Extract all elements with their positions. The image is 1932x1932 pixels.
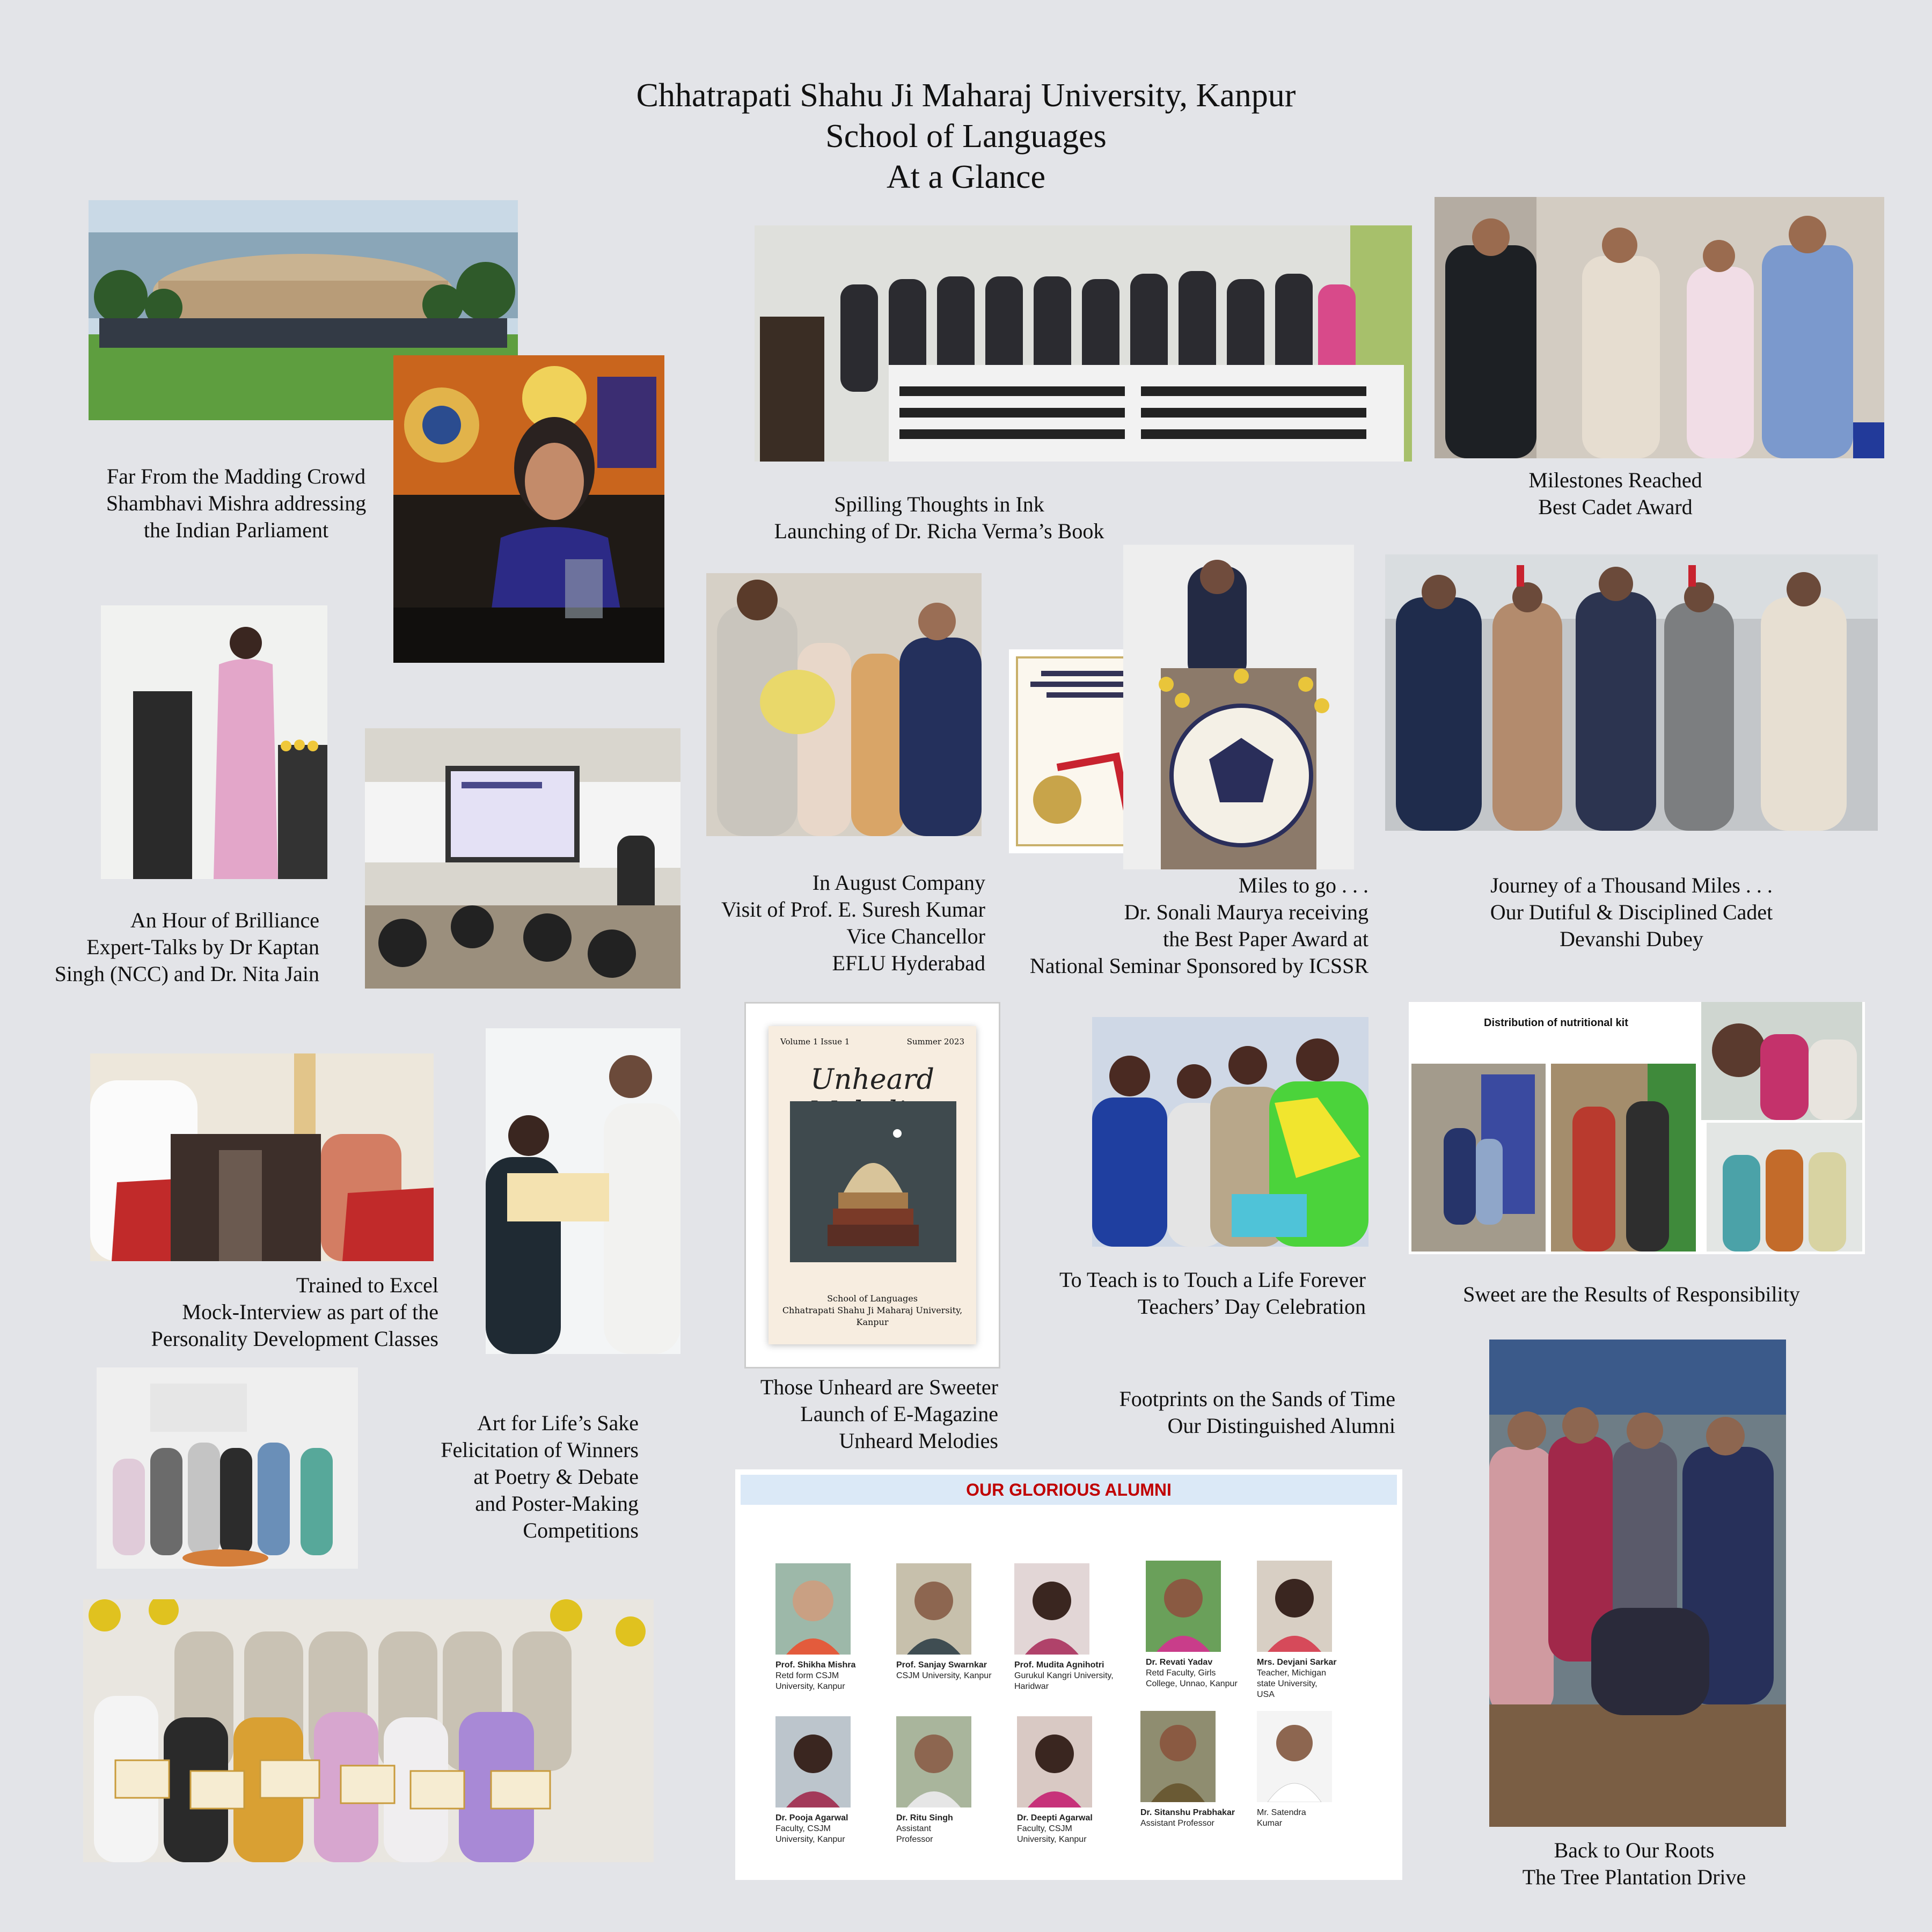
caption-line: Milestones Reached <box>1528 468 1702 492</box>
caption-line: the Indian Parliament <box>143 518 329 542</box>
alumni-card <box>1257 1711 1364 1829</box>
alumni-board <box>735 1469 1402 1880</box>
caption-line: Launching of Dr. Richa Verma’s Book <box>774 519 1104 543</box>
caption-line: Far From the Madding Crowd <box>106 464 366 488</box>
magazine-title: Unheard <box>810 1064 934 1096</box>
caption-line: EFLU Hyderabad <box>832 951 985 975</box>
photo-ncc-cadets <box>1385 554 1878 831</box>
photo-competition-winners <box>83 1599 654 1862</box>
alumni-name: Dr. Sitanshu Prabhakar <box>1140 1808 1235 1817</box>
alumni-card <box>1014 1563 1138 1692</box>
alumni-portrait <box>896 1716 971 1807</box>
caption-line: An Hour of Brilliance <box>130 908 319 932</box>
caption-line: In August Company <box>812 870 985 895</box>
title-line-subtitle: At a Glance <box>886 159 1046 195</box>
photo-teachers-day <box>1092 1017 1368 1247</box>
alumni-portrait <box>1140 1711 1216 1802</box>
caption-best-paper <box>1009 872 1368 979</box>
caption-line: Those Unheard are Sweeter <box>760 1375 998 1399</box>
magazine-volume: Volume 1 Issue 1 <box>780 1037 850 1046</box>
caption-line: Art for Life’s Sake <box>477 1411 639 1435</box>
magazine-university: Chhatrapati Shahu Ji Maharaj University, Kanpur <box>782 1305 963 1327</box>
alumni-desc: Assistant Professor <box>1140 1819 1214 1828</box>
caption-line: and Poster-Making <box>475 1491 639 1516</box>
caption-alumni <box>1063 1386 1395 1439</box>
caption-line: Spilling Thoughts in Ink <box>834 492 1044 516</box>
photo-tree-plantation <box>1489 1340 1786 1827</box>
photo-award-podium <box>1123 545 1354 869</box>
caption-book-launch <box>757 491 1122 545</box>
photo-felicitation <box>97 1367 358 1569</box>
alumni-card <box>775 1563 883 1692</box>
alumni-name: Dr. Deepti Agarwal <box>1017 1813 1093 1823</box>
photo-mock-interview <box>90 1053 434 1261</box>
alumni-card <box>896 1563 1009 1681</box>
alumni-portrait <box>1257 1711 1332 1802</box>
magazine-footer <box>769 1293 976 1328</box>
caption-line: Teachers’ Day Celebration <box>1137 1294 1366 1319</box>
caption-mock-interview <box>113 1272 438 1352</box>
caption-line: Our Distinguished Alumni <box>1167 1414 1395 1438</box>
alumni-desc: Assistant <box>896 1824 931 1833</box>
photo-book-launch <box>755 225 1412 462</box>
alumni-name: Mrs. Devjani Sarkar <box>1257 1658 1337 1667</box>
magazine-school: School of Languages <box>827 1293 918 1304</box>
alumni-name: Dr. Pooja Agarwal <box>775 1813 848 1823</box>
caption-teachers-day <box>1030 1267 1366 1320</box>
alumni-desc: Faculty, CSJM <box>775 1824 831 1833</box>
photo-speaker-mic <box>393 355 664 663</box>
alumni-card <box>1017 1716 1135 1845</box>
caption-line: Singh (NCC) and Dr. Nita Jain <box>54 962 319 986</box>
caption-line: Shambhavi Mishra addressing <box>106 491 367 515</box>
photo-nutrition-1 <box>1411 1064 1546 1252</box>
alumni-card <box>775 1716 888 1845</box>
photo-certificate-handover <box>486 1028 680 1354</box>
caption-line: Unheard Melodies <box>839 1429 998 1453</box>
alumni-portrait <box>1017 1716 1092 1807</box>
alumni-name: Mr. Satendra <box>1257 1808 1306 1817</box>
alumni-desc: Kumar <box>1257 1819 1283 1828</box>
alumni-heading: OUR GLORIOUS ALUMNI <box>741 1475 1397 1505</box>
photo-best-cadet <box>1435 197 1884 458</box>
caption-parliament <box>86 463 386 544</box>
caption-line: Mock-Interview as part of the <box>182 1300 438 1324</box>
alumni-portrait <box>775 1563 851 1655</box>
alumni-desc: University, Kanpur <box>1017 1835 1087 1844</box>
caption-line: To Teach is to Touch a Life Forever <box>1059 1268 1366 1292</box>
photo-vc-visit <box>706 573 982 836</box>
caption-line: Journey of a Thousand Miles . . . <box>1490 873 1773 897</box>
title-line-school: School of Languages <box>825 118 1107 155</box>
title-line-university: Chhatrapati Shahu Ji Maharaj University, Kanpur <box>636 77 1296 114</box>
alumni-desc: University, Kanpur <box>775 1682 845 1691</box>
alumni-desc: Faculty, CSJM <box>1017 1824 1072 1833</box>
caption-line: Devanshi Dubey <box>1560 927 1703 951</box>
alumni-card <box>896 1716 1009 1845</box>
magazine-meta <box>780 1037 964 1046</box>
magazine-season: Summer 2023 <box>906 1037 964 1046</box>
caption-line: Footprints on the Sands of Time <box>1119 1387 1395 1411</box>
caption-emagazine <box>735 1374 998 1454</box>
caption-tree-plantation <box>1481 1837 1787 1891</box>
caption-line: the Best Paper Award at <box>1163 927 1368 951</box>
caption-line: Trained to Excel <box>296 1273 438 1297</box>
photo-nutrition-4 <box>1707 1123 1862 1252</box>
alumni-portrait <box>1014 1563 1089 1655</box>
alumni-portrait <box>775 1716 851 1807</box>
alumni-name: Prof. Sanjay Swarnkar <box>896 1660 987 1670</box>
alumni-portrait <box>1257 1561 1332 1652</box>
alumni-name: Prof. Mudita Agnihotri <box>1014 1660 1104 1670</box>
caption-nutrition <box>1428 1281 1835 1308</box>
caption-vc-visit <box>692 869 985 977</box>
caption-line: at Poetry & Debate <box>473 1465 639 1489</box>
photo-nutrition-3 <box>1701 1002 1862 1120</box>
caption-brilliance <box>32 907 319 987</box>
caption-line: Best Cadet Award <box>1538 495 1693 519</box>
alumni-desc: CSJM University, Kanpur <box>896 1671 992 1680</box>
alumni-desc: Retd Faculty, Girls <box>1146 1668 1216 1678</box>
alumni-desc: Gurukul Kangri University, <box>1014 1671 1114 1680</box>
alumni-portrait <box>1146 1561 1221 1652</box>
alumni-name: Dr. Revati Yadav <box>1146 1658 1213 1667</box>
caption-best-cadet <box>1438 467 1792 521</box>
caption-line: Miles to go . . . <box>1238 873 1368 897</box>
alumni-desc: Haridwar <box>1014 1682 1049 1691</box>
alumni-desc: Teacher, Michigan <box>1257 1668 1326 1678</box>
alumni-card <box>1140 1711 1264 1829</box>
magazine-cover-art <box>790 1101 956 1262</box>
alumni-name: Prof. Shikha Mishra <box>775 1660 856 1670</box>
nutrition-title: Distribution of nutritional kit <box>1484 1017 1628 1029</box>
caption-line: Visit of Prof. E. Suresh Kumar <box>721 897 985 921</box>
nutrition-collage <box>1409 1002 1865 1254</box>
caption-line: Personality Development Classes <box>151 1327 438 1351</box>
alumni-desc: Retd form CSJM <box>775 1671 839 1680</box>
caption-cadet-journey <box>1444 872 1819 953</box>
caption-line: Back to Our Roots <box>1554 1838 1715 1862</box>
alumni-desc: College, Unnao, Kanpur <box>1146 1679 1238 1688</box>
alumni-desc: state University, <box>1257 1679 1318 1688</box>
caption-line: Competitions <box>523 1518 639 1542</box>
alumni-desc: USA <box>1257 1690 1275 1699</box>
caption-line: Launch of E-Magazine <box>800 1402 998 1426</box>
alumni-desc: University, Kanpur <box>775 1835 845 1844</box>
caption-line: Sweet are the Results of Responsibility <box>1463 1282 1800 1306</box>
caption-line: Dr. Sonali Maurya receiving <box>1124 900 1368 924</box>
alumni-desc: Professor <box>896 1835 933 1844</box>
page-title <box>0 75 1932 197</box>
alumni-name: Dr. Ritu Singh <box>896 1813 953 1823</box>
magazine-page <box>769 1026 976 1344</box>
caption-line: Felicitation of Winners <box>441 1438 639 1462</box>
alumni-portrait <box>896 1563 971 1655</box>
emagazine-cover <box>744 1002 1000 1368</box>
photo-classroom-lecture <box>365 728 680 989</box>
caption-line: Expert-Talks by Dr Kaptan <box>86 935 319 959</box>
caption-line: The Tree Plantation Drive <box>1522 1865 1746 1889</box>
photo-nutrition-2 <box>1551 1064 1696 1252</box>
alumni-card <box>1257 1561 1364 1700</box>
alumni-card <box>1146 1561 1258 1689</box>
caption-felicitation <box>392 1410 639 1544</box>
caption-line: Vice Chancellor <box>846 924 985 948</box>
photo-expert-talk-speaker <box>101 605 327 879</box>
caption-line: Our Dutiful & Disciplined Cadet <box>1490 900 1773 924</box>
caption-line: National Seminar Sponsored by ICSSR <box>1029 954 1368 978</box>
